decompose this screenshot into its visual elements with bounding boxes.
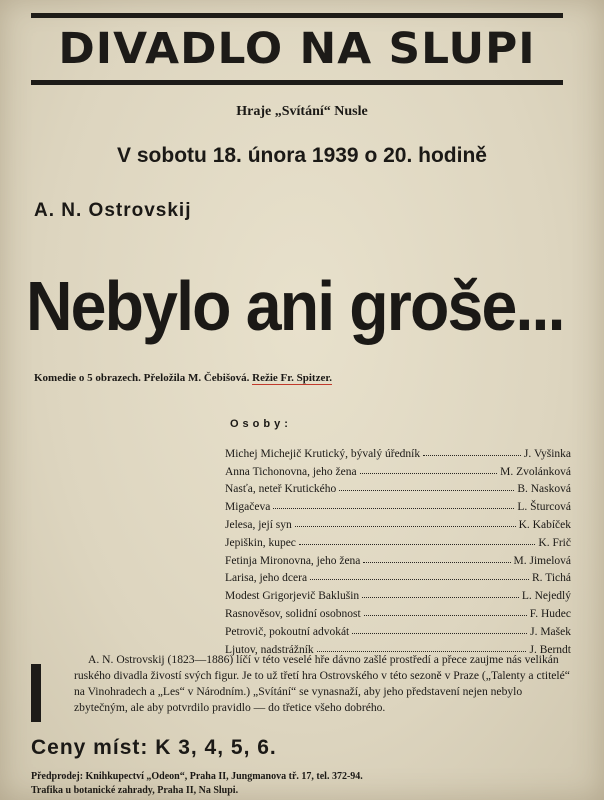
- cast-role: Anna Tichonovna, jeho žena: [225, 465, 357, 478]
- author-name: A. N. Ostrovskij: [34, 200, 192, 221]
- cast-role: Nasťa, neteř Krutického: [225, 483, 337, 496]
- credits-line: [34, 372, 332, 384]
- credits-text: Komedie o 5 obrazech. Přeložila M. Čebišová.: [34, 372, 253, 384]
- cast-role: Petrovič, pokoutní advokát: [225, 625, 350, 638]
- cast-list: [225, 442, 571, 656]
- cast-actor: M. Jimelová: [513, 554, 571, 567]
- play-title: Nebylo ani groše...: [26, 267, 564, 345]
- cast-actor: M. Zvolánková: [500, 465, 571, 478]
- cast-actor: J. Berndt: [529, 643, 571, 656]
- description-paragraph: A. N. Ostrovskij (1823—1886) líčí v této veselé hře dávno zašlé prostředí a přece zaujme nás velikán ruského divadla živostí svých figur. Je to už třetí hra Ostrovského v této sezoně v Praze („Talenty a ctitelé“ na Vinohradech a „Les“ v Národním.) „Svítání“ se vynasnaží, aby jeho představení nejen nebylo zbytečným, ale aby potvrdilo pravidlo — do třetice všeho dobrého.: [74, 653, 570, 714]
- cast-actor: B. Nasková: [517, 483, 571, 496]
- paragraph-bar: [31, 664, 41, 722]
- cast-role: Jelesa, její syn: [225, 518, 292, 531]
- cast-actor: K. Frič: [538, 536, 571, 549]
- cast-role: Ljutov, nadstrážník: [225, 643, 314, 656]
- director-credit: Režie Fr. Spitzer.: [252, 372, 332, 384]
- cast-actor: J. Vyšinka: [523, 447, 571, 460]
- cast-leader-dots: [363, 562, 510, 563]
- cast-leader-dots: [352, 633, 527, 634]
- cast-heading: Osoby:: [230, 418, 292, 430]
- cast-actor: F. Hudec: [529, 607, 571, 620]
- masthead-bottom-rule: [31, 80, 563, 85]
- cast-row: [225, 442, 571, 460]
- cast-actor: L. Nejedlý: [521, 590, 571, 603]
- cast-row: [225, 567, 571, 585]
- cast-role: Jepiškin, kupec: [225, 536, 296, 549]
- cast-role: Michej Michejič Krutický, bývalý úředník: [225, 447, 421, 460]
- cast-row: [225, 460, 571, 478]
- company-line: Hraje „Svítání“ Nusle: [236, 104, 368, 119]
- cast-leader-dots: [362, 597, 519, 598]
- cast-role: Fetinja Mironovna, jeho žena: [225, 554, 361, 567]
- cast-role: Migačeva: [225, 501, 271, 514]
- cast-row: [225, 620, 571, 638]
- cast-row: [225, 513, 571, 531]
- cast-leader-dots: [310, 579, 529, 580]
- cast-leader-dots: [299, 544, 536, 545]
- cast-role: Larisa, jeho dcera: [225, 572, 308, 585]
- presale-info: [31, 770, 363, 798]
- cast-leader-dots: [423, 455, 521, 456]
- cast-row: [225, 584, 571, 602]
- presale-line-1: Předprodej: Knihkupectví „Odeon“, Praha II, Jungmanova tř. 17, tel. 372-94.: [31, 771, 363, 782]
- cast-row: [225, 602, 571, 620]
- performance-date: V sobotu 18. února 1939 o 20. hodině: [117, 144, 487, 167]
- cast-leader-dots: [339, 490, 514, 491]
- masthead-title: DIVADLO NA SLUPI: [58, 24, 536, 74]
- ticket-prices: Ceny míst: K 3, 4, 5, 6.: [31, 736, 277, 759]
- cast-actor: R. Tichá: [532, 572, 571, 585]
- cast-row: [225, 549, 571, 567]
- cast-row: [225, 478, 571, 496]
- presale-line-2: Trafika u botanické zahrady, Praha II, Na Slupi.: [31, 785, 239, 796]
- cast-actor: J. Mašek: [530, 625, 571, 638]
- cast-actor: K. Kabíček: [518, 518, 571, 531]
- cast-actor: L. Šturcová: [517, 501, 571, 514]
- cast-leader-dots: [295, 526, 516, 527]
- cast-row: [225, 531, 571, 549]
- cast-leader-dots: [360, 473, 498, 474]
- cast-role: Rasnověsov, solidní osobnost: [225, 607, 361, 620]
- cast-leader-dots: [273, 508, 514, 509]
- cast-row: [225, 495, 571, 513]
- cast-role: Modest Grigorjevič Baklušin: [225, 590, 360, 603]
- cast-leader-dots: [364, 615, 527, 616]
